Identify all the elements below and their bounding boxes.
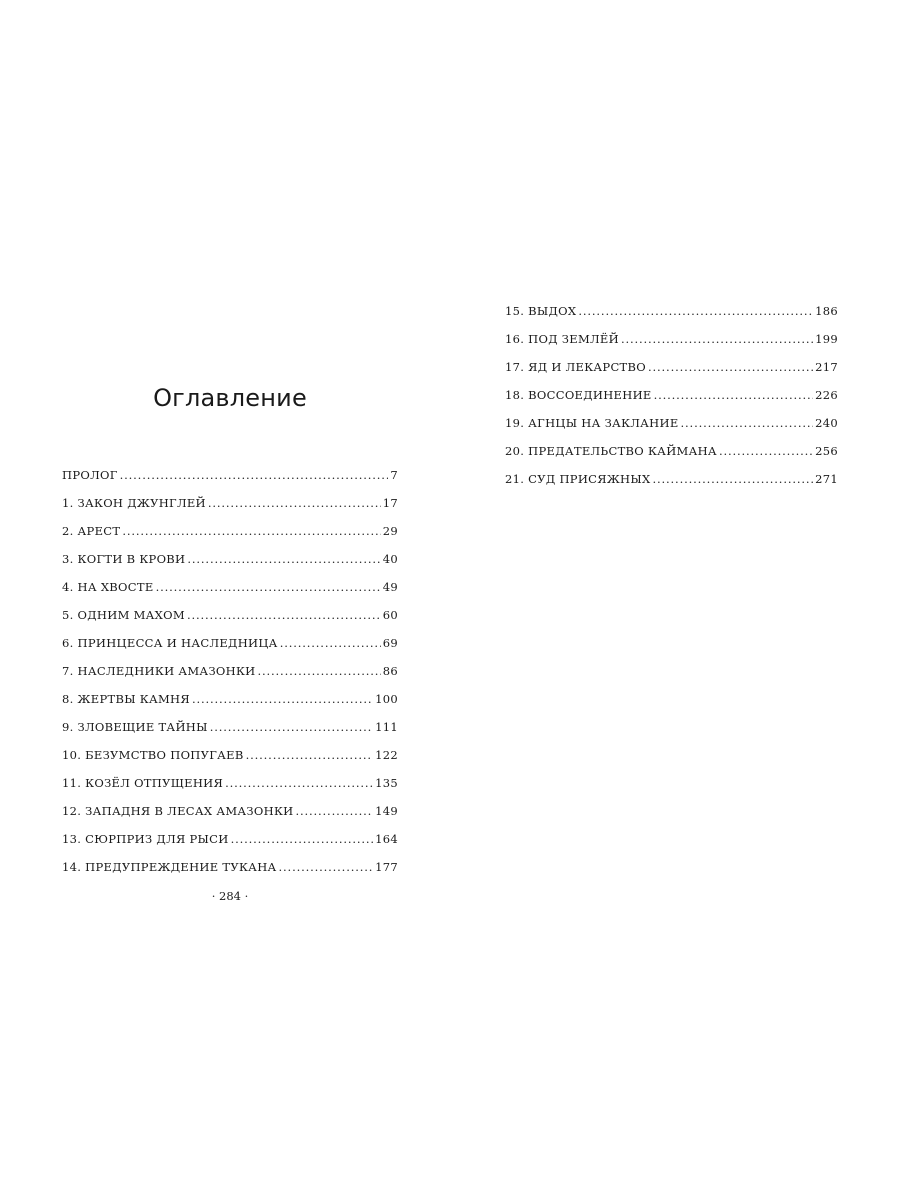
dot-leader bbox=[654, 388, 814, 402]
dot-leader bbox=[192, 692, 373, 706]
entry-title: 7. НАСЛЕДНИКИ АМАЗОНКИ bbox=[62, 664, 256, 678]
toc-entry-chapter-11 bbox=[62, 762, 398, 790]
toc-heading: Оглавление bbox=[153, 384, 307, 412]
entry-page-number: 149 bbox=[375, 804, 398, 818]
dot-leader bbox=[208, 496, 381, 510]
toc-entry-chapter-19 bbox=[505, 402, 838, 430]
entry-title: 8. ЖЕРТВЫ КАМНЯ bbox=[62, 692, 190, 706]
toc-entry-chapter-2 bbox=[62, 510, 398, 538]
toc-entry-chapter-3 bbox=[62, 538, 398, 566]
toc-entry-chapter-9 bbox=[62, 706, 398, 734]
entry-title: 18. ВОССОЕДИНЕНИЕ bbox=[505, 388, 652, 402]
entry-page-number: 86 bbox=[382, 664, 398, 678]
entry-title: 20. ПРЕДАТЕЛЬСТВО КАЙМАНА bbox=[505, 444, 717, 458]
dot-leader bbox=[719, 444, 813, 458]
dot-leader bbox=[279, 860, 374, 874]
toc-entry-chapter-1 bbox=[62, 482, 398, 510]
entry-page-number: 49 bbox=[382, 580, 398, 594]
dot-leader bbox=[187, 552, 380, 566]
entry-title: 3. КОГТИ В КРОВИ bbox=[62, 552, 186, 566]
entry-title: 4. НА ХВОСТЕ bbox=[62, 580, 154, 594]
dot-leader bbox=[648, 360, 813, 374]
toc-entry-chapter-20 bbox=[505, 430, 838, 458]
entry-page-number: 164 bbox=[375, 832, 398, 846]
entry-page-number: 226 bbox=[815, 388, 838, 402]
dot-leader bbox=[653, 472, 814, 486]
entry-title: 2. АРЕСТ bbox=[62, 524, 121, 538]
entry-title: 14. ПРЕДУПРЕЖДЕНИЕ ТУКАНА bbox=[62, 860, 277, 874]
dot-leader bbox=[187, 608, 381, 622]
toc-entry-prologue bbox=[62, 460, 398, 482]
entry-title: 10. БЕЗУМСТВО ПОПУГАЕВ bbox=[62, 748, 244, 762]
entry-title: 19. АГНЦЫ НА ЗАКЛАНИЕ bbox=[505, 416, 679, 430]
toc-entry-chapter-5 bbox=[62, 594, 398, 622]
entry-page-number: 240 bbox=[815, 416, 838, 430]
entry-title: 17. ЯД И ЛЕКАРСТВО bbox=[505, 360, 647, 374]
toc-entry-chapter-7 bbox=[62, 650, 398, 678]
entry-page-number: 7 bbox=[390, 468, 398, 482]
toc-entry-chapter-14 bbox=[62, 846, 398, 874]
entry-title: 13. СЮРПРИЗ ДЛЯ РЫСИ bbox=[62, 832, 229, 846]
dot-leader bbox=[681, 416, 814, 430]
entry-page-number: 122 bbox=[375, 748, 398, 762]
entry-title: ПРОЛОГ bbox=[62, 468, 118, 482]
entry-page-number: 40 bbox=[382, 552, 398, 566]
toc-entry-chapter-21 bbox=[505, 458, 838, 486]
toc-entry-chapter-16 bbox=[505, 318, 838, 346]
entry-title: 9. ЗЛОВЕЩИЕ ТАЙНЫ bbox=[62, 720, 208, 734]
page-number-folio: · 284 · bbox=[211, 889, 249, 903]
entry-page-number: 135 bbox=[375, 776, 398, 790]
dot-leader bbox=[280, 636, 381, 650]
toc-entry-chapter-8 bbox=[62, 678, 398, 706]
entry-title: 6. ПРИНЦЕССА И НАСЛЕДНИЦА bbox=[62, 636, 278, 650]
entry-page-number: 17 bbox=[382, 496, 398, 510]
toc-entry-chapter-12 bbox=[62, 790, 398, 818]
dot-leader bbox=[621, 332, 813, 346]
toc-entry-chapter-13 bbox=[62, 818, 398, 846]
entry-page-number: 177 bbox=[375, 860, 398, 874]
entry-page-number: 111 bbox=[375, 720, 398, 734]
dot-leader bbox=[258, 664, 381, 678]
entry-page-number: 100 bbox=[375, 692, 398, 706]
entry-title: 21. СУД ПРИСЯЖНЫХ bbox=[505, 472, 651, 486]
toc-entry-chapter-4 bbox=[62, 566, 398, 594]
dot-leader bbox=[578, 304, 813, 318]
toc-entry-chapter-18 bbox=[505, 374, 838, 402]
dot-leader bbox=[122, 524, 380, 538]
dot-leader bbox=[120, 468, 389, 482]
toc-entry-chapter-10 bbox=[62, 734, 398, 762]
dot-leader bbox=[156, 580, 381, 594]
dot-leader bbox=[295, 804, 373, 818]
entry-page-number: 69 bbox=[382, 636, 398, 650]
entry-page-number: 199 bbox=[815, 332, 838, 346]
dot-leader bbox=[231, 832, 374, 846]
entry-title: 15. ВЫДОХ bbox=[505, 304, 577, 318]
toc-list-left bbox=[62, 460, 398, 874]
entry-page-number: 60 bbox=[382, 608, 398, 622]
toc-entry-chapter-15 bbox=[505, 290, 838, 318]
toc-entry-chapter-17 bbox=[505, 346, 838, 374]
entry-page-number: 186 bbox=[815, 304, 838, 318]
entry-title: 1. ЗАКОН ДЖУНГЛЕЙ bbox=[62, 496, 206, 510]
entry-title: 5. ОДНИМ МАХОМ bbox=[62, 608, 185, 622]
entry-page-number: 256 bbox=[815, 444, 838, 458]
toc-entry-chapter-6 bbox=[62, 622, 398, 650]
entry-page-number: 271 bbox=[815, 472, 838, 486]
entry-page-number: 29 bbox=[382, 524, 398, 538]
entry-title: 16. ПОД ЗЕМЛЁЙ bbox=[505, 332, 619, 346]
entry-page-number: 217 bbox=[815, 360, 838, 374]
dot-leader bbox=[246, 748, 374, 762]
toc-list-right bbox=[505, 290, 838, 486]
entry-title: 11. КОЗЁЛ ОТПУЩЕНИЯ bbox=[62, 776, 224, 790]
dot-leader bbox=[210, 720, 373, 734]
dot-leader bbox=[225, 776, 373, 790]
entry-title: 12. ЗАПАДНЯ В ЛЕСАХ АМАЗОНКИ bbox=[62, 804, 294, 818]
